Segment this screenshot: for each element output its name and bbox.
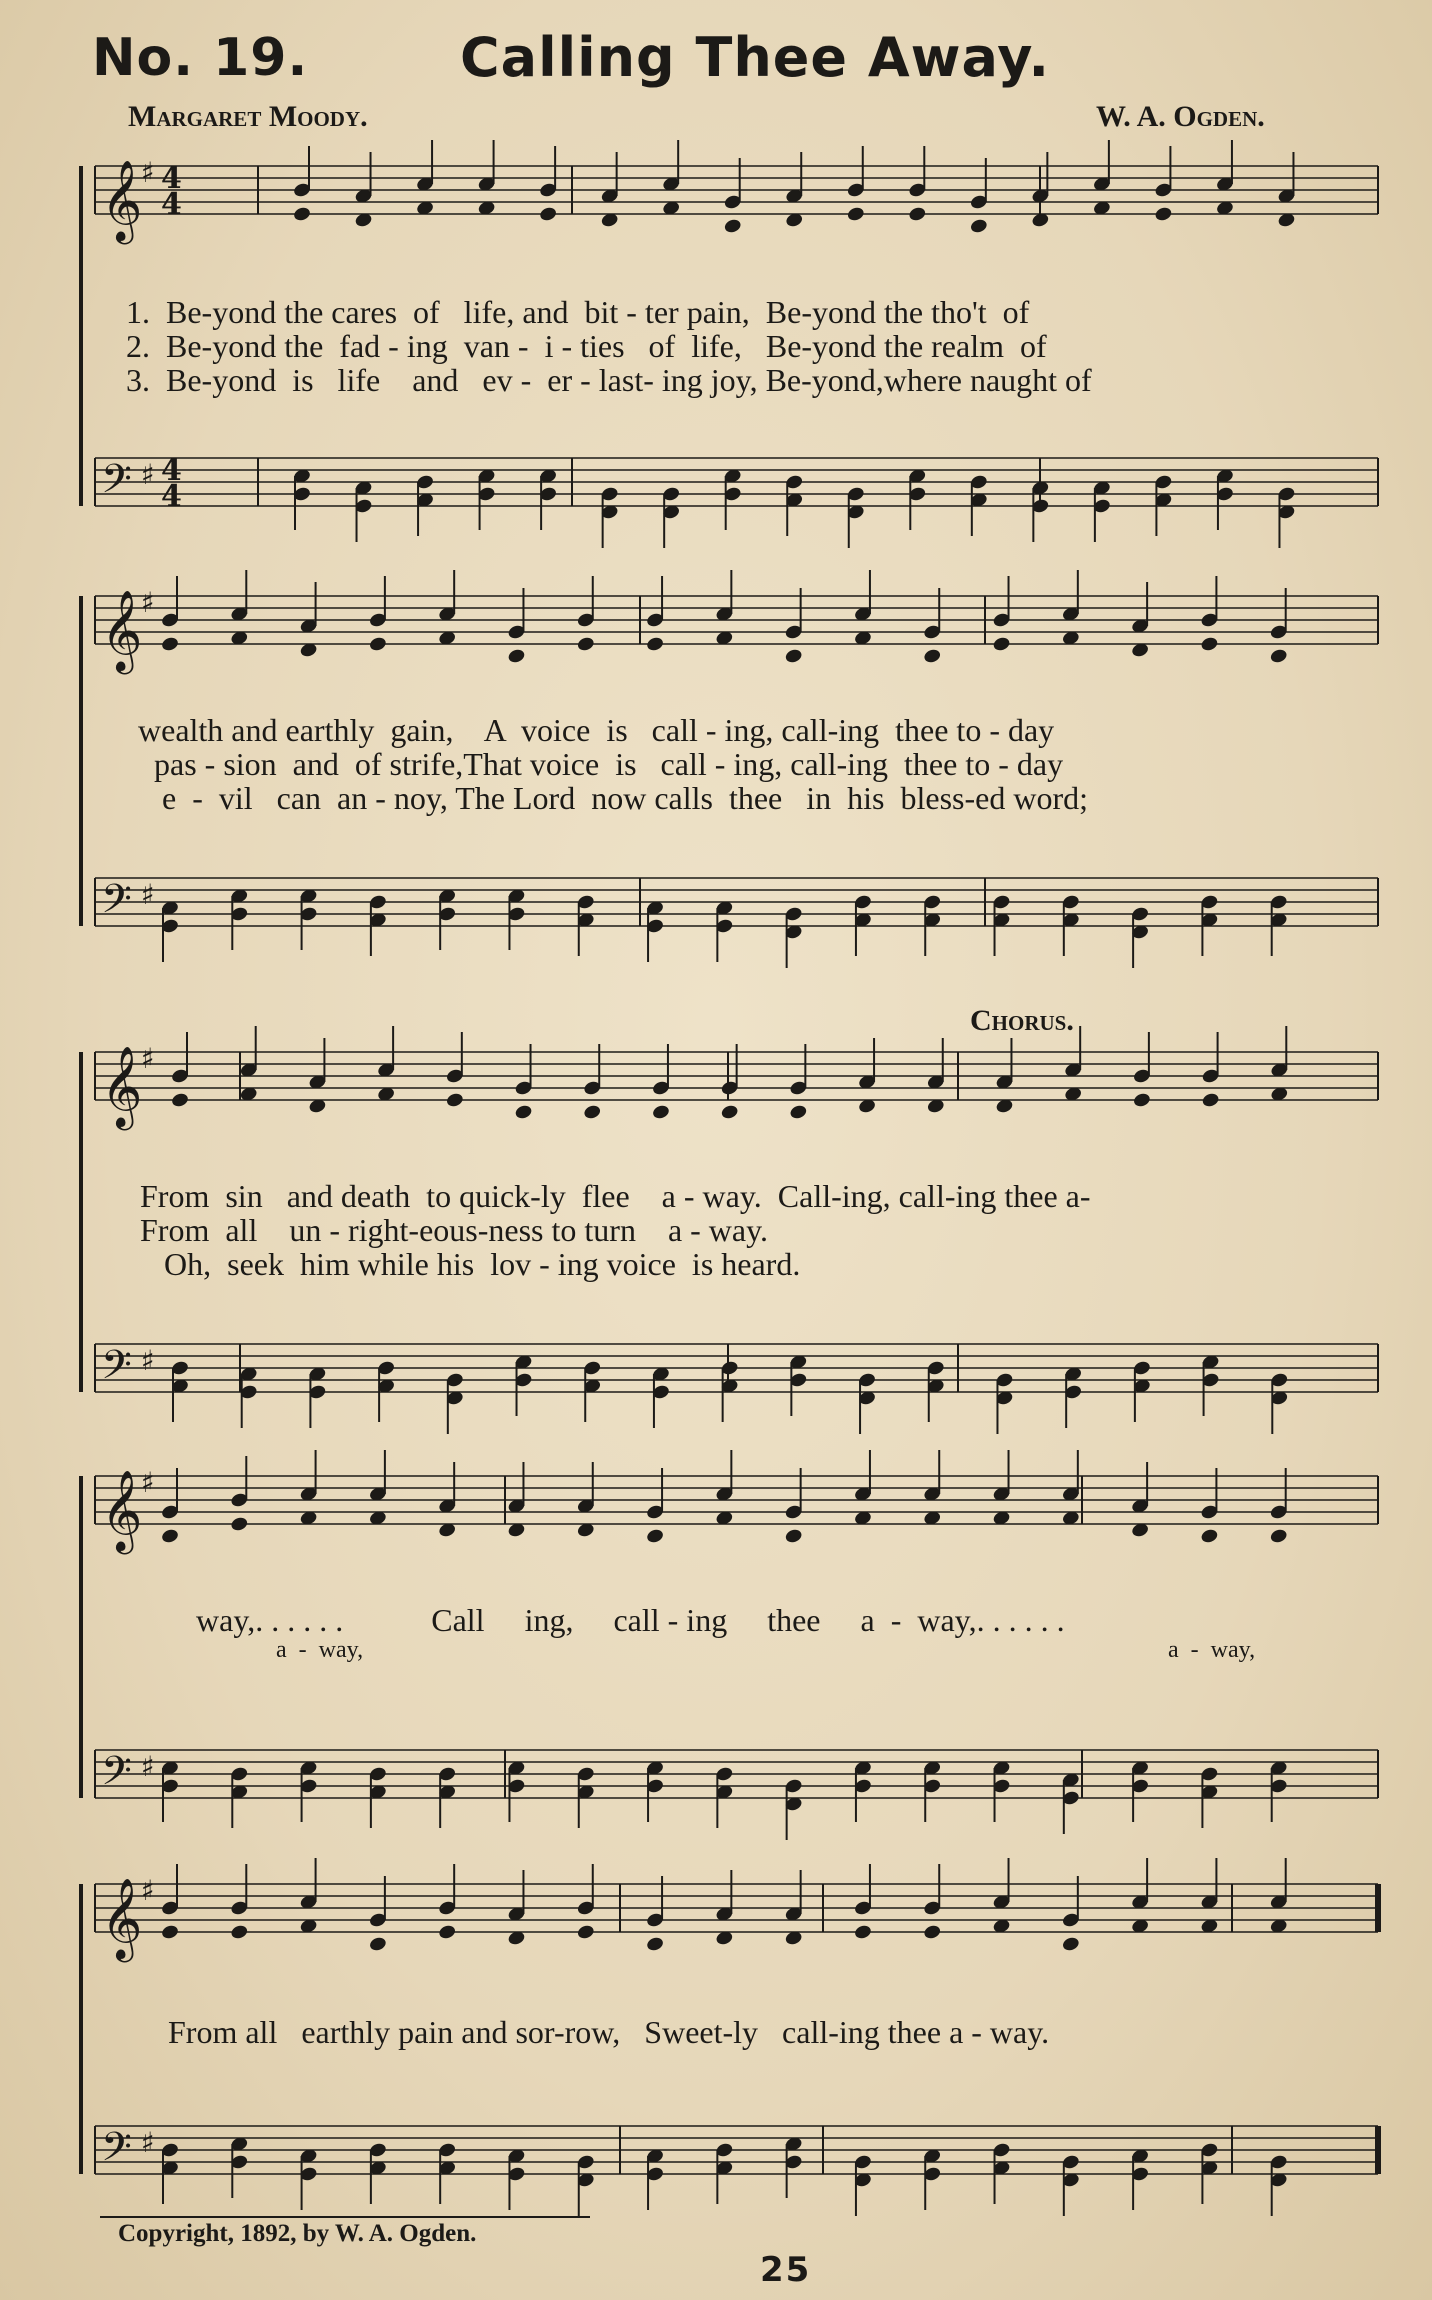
bass-clef: 𝄢	[101, 876, 132, 932]
chorus-label: Chorus.	[970, 1004, 1074, 1037]
notehead	[514, 1104, 533, 1121]
notehead	[445, 1092, 464, 1109]
notehead	[1269, 1528, 1288, 1545]
notehead	[853, 1924, 872, 1941]
notehead	[170, 1092, 189, 1109]
footer-rule	[100, 2216, 590, 2218]
sharp-sign: ♯	[141, 1042, 155, 1075]
notehead	[1200, 636, 1219, 653]
notehead	[292, 206, 311, 223]
bass-clef: 𝄢	[101, 456, 132, 512]
hymn-number: No. 19.	[92, 28, 309, 88]
bass-clef: 𝄢	[101, 1748, 132, 1804]
lyric-line: 3. Be-yond is life and ev - er - last- ing joy, Be-yond,where naught of	[126, 362, 1092, 398]
notehead	[923, 1924, 942, 1941]
notehead	[645, 1528, 664, 1545]
notehead	[969, 218, 988, 235]
lyric-line: way,. . . . . . Call ing, call - ing thee a - way,. . . . . .	[196, 1602, 1065, 1638]
lyric-line: pas - sion and of strife,That voice is call - ing, call-ing thee to - day	[138, 746, 1064, 782]
bass-clef: 𝄢	[101, 1342, 132, 1398]
sharp-sign: ♯	[141, 878, 155, 911]
notehead	[992, 636, 1011, 653]
notehead	[784, 648, 803, 665]
notehead	[1269, 648, 1288, 665]
notehead	[789, 1104, 808, 1121]
treble-clef: 𝄞	[101, 1045, 143, 1127]
lyric-line: From sin and death to quick-ly flee a - way. Call-ing, call-ing thee a-	[140, 1178, 1091, 1214]
notehead	[1154, 206, 1173, 223]
notehead	[923, 648, 942, 665]
hymn-title: Calling Thee Away.	[460, 26, 1051, 89]
notehead	[160, 1528, 179, 1545]
notehead	[1061, 1936, 1080, 1953]
lyric-line: e - vil can an - noy, The Lord now calls thee in his bless-ed word;	[138, 780, 1088, 816]
time-signature: 4	[161, 479, 182, 514]
author-credit: Margaret Moody.	[128, 100, 368, 133]
treble-clef: 𝄞	[101, 1877, 143, 1959]
notehead	[230, 1516, 249, 1533]
notehead	[645, 1936, 664, 1953]
sharp-sign: ♯	[141, 586, 155, 619]
sharp-sign: ♯	[141, 1344, 155, 1377]
notehead	[651, 1104, 670, 1121]
sharp-sign: ♯	[141, 156, 155, 189]
sharp-sign: ♯	[141, 1874, 155, 1907]
time-signature: 4	[161, 187, 182, 222]
notehead	[784, 1528, 803, 1545]
lyric-line: From all un - right-eous-ness to turn a - way.	[140, 1212, 769, 1248]
notehead	[1201, 1092, 1220, 1109]
notehead	[908, 206, 927, 223]
sharp-sign: ♯	[141, 458, 155, 491]
sharp-sign: ♯	[141, 2126, 155, 2159]
notehead	[576, 1924, 595, 1941]
copyright: Copyright, 1892, by W. A. Ogden.	[118, 2220, 477, 2247]
notehead	[583, 1104, 602, 1121]
sharp-sign: ♯	[141, 1466, 155, 1499]
lyric-line: 2. Be-yond the fad - ing van - i - ties of life, Be-yond the realm of	[126, 328, 1047, 364]
lyric-line: From all earthly pain and sor-row, Sweet-ly call-ing thee a - way.	[168, 2014, 1050, 2050]
notehead	[645, 636, 664, 653]
notehead	[160, 1924, 179, 1941]
notehead	[438, 1924, 457, 1941]
notehead	[720, 1104, 739, 1121]
lyric-sub: a - way,	[1168, 1637, 1256, 1663]
notehead	[1200, 1528, 1219, 1545]
notehead	[160, 636, 179, 653]
treble-clef: 𝄞	[101, 1469, 143, 1551]
bass-clef: 𝄢	[101, 2124, 132, 2180]
treble-clef: 𝄞	[101, 159, 143, 241]
notehead	[1132, 1092, 1151, 1109]
notehead	[539, 206, 558, 223]
lyric-sub: a - way,	[276, 1637, 364, 1663]
lyric-line: Oh, seek him while his lov - ing voice is heard.	[140, 1246, 801, 1282]
time-signature: 4	[161, 161, 182, 196]
time-signature: 4	[161, 453, 182, 488]
lyric-line: wealth and earthly gain, A voice is call - ing, call-ing thee to - day	[138, 712, 1055, 748]
treble-clef: 𝄞	[101, 589, 143, 671]
notehead	[368, 1936, 387, 1953]
composer-credit: W. A. Ogden.	[1096, 100, 1265, 133]
notehead	[368, 636, 387, 653]
notehead	[576, 636, 595, 653]
page-number: 25	[760, 2250, 812, 2290]
notehead	[723, 218, 742, 235]
sharp-sign: ♯	[141, 1750, 155, 1783]
notehead	[846, 206, 865, 223]
lyric-line: 1. Be-yond the cares of life, and bit - ter pain, Be-yond the tho't of	[126, 294, 1030, 330]
notehead	[230, 1924, 249, 1941]
notehead	[507, 648, 526, 665]
